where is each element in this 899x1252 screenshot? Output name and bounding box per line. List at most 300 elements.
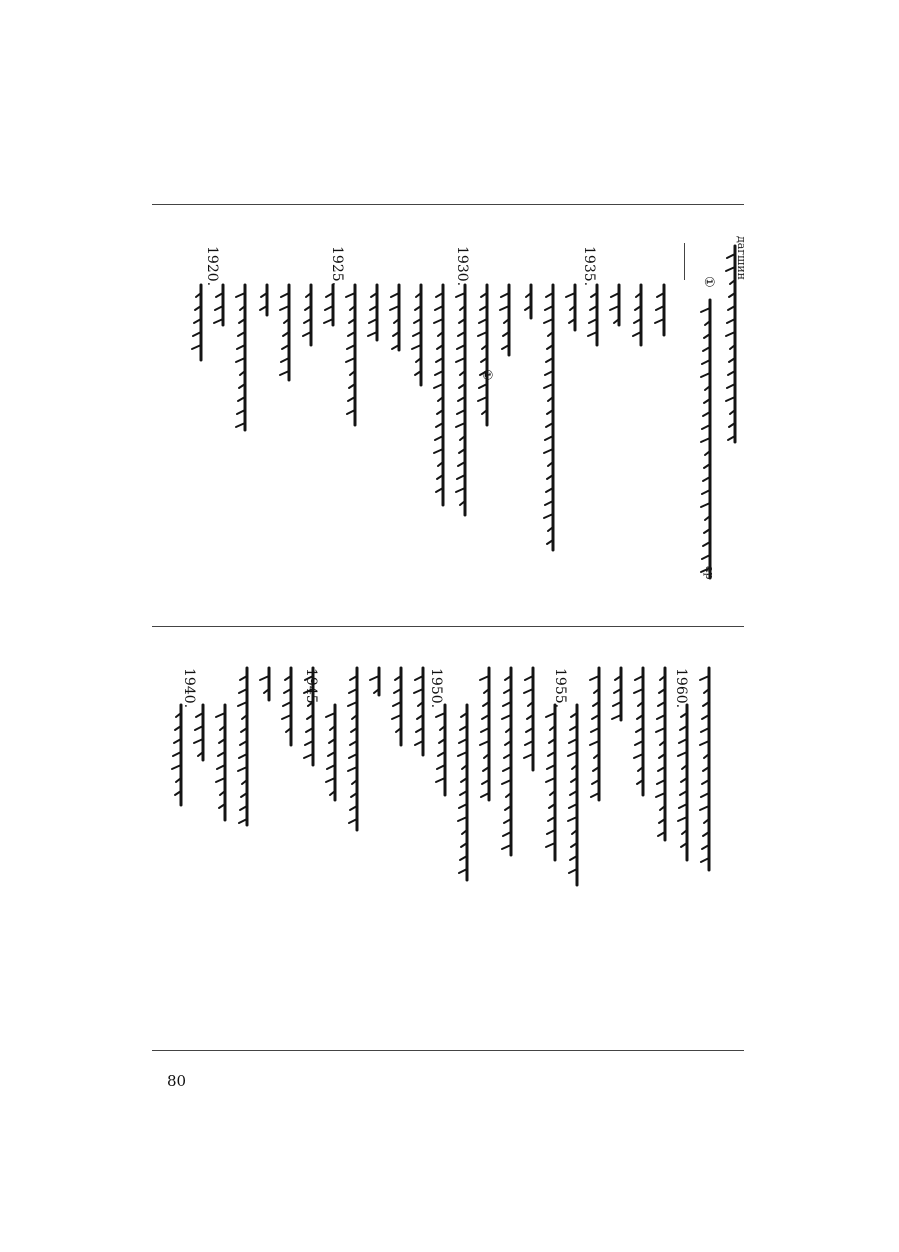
script-glyph-stroke xyxy=(326,713,335,717)
script-glyph-stroke xyxy=(238,397,245,401)
script-glyph-stroke xyxy=(350,806,357,810)
script-glyph-stroke xyxy=(588,332,597,336)
script-glyph-stroke xyxy=(727,254,735,258)
script-glyph-stroke xyxy=(456,358,465,362)
script-glyph-stroke xyxy=(350,741,357,745)
script-glyph-stroke xyxy=(480,306,487,310)
script-glyph-stroke xyxy=(349,689,357,693)
script-glyph-stroke xyxy=(679,804,687,808)
script-glyph-stroke xyxy=(547,345,553,349)
script-glyph-stroke xyxy=(193,332,201,336)
script-glyph-stroke xyxy=(727,384,735,388)
script-glyph-stroke xyxy=(678,752,687,756)
script-glyph-stroke xyxy=(550,791,555,795)
script-glyph-stroke xyxy=(440,726,445,730)
script-glyph-stroke xyxy=(461,713,467,717)
script-glyph-stroke xyxy=(390,306,399,310)
script-glyph-stroke xyxy=(459,449,465,453)
script-glyph-stroke xyxy=(504,689,511,693)
script-glyph-stroke xyxy=(459,739,467,743)
script-glyph-stroke xyxy=(704,399,710,403)
script-glyph-stroke xyxy=(656,728,665,732)
script-glyph-stroke xyxy=(702,845,709,849)
script-glyph-stroke xyxy=(415,306,421,310)
script-glyph-stroke xyxy=(678,817,687,821)
script-glyph-stroke xyxy=(701,858,709,862)
script-glyph-stroke xyxy=(570,726,577,730)
script-glyph-stroke xyxy=(368,332,377,336)
script-glyph-stroke xyxy=(194,319,201,323)
script-glyph-stroke xyxy=(282,345,289,349)
script-glyph-stroke xyxy=(286,728,291,732)
script-glyph-stroke xyxy=(571,713,577,717)
script-glyph-stroke xyxy=(659,754,665,758)
script-glyph-stroke xyxy=(546,423,553,427)
script-glyph-stroke xyxy=(504,754,511,758)
script-glyph-stroke xyxy=(415,676,423,680)
script-glyph-stroke xyxy=(307,715,313,719)
script-glyph-stroke xyxy=(704,754,709,758)
script-glyph-stroke xyxy=(635,741,643,745)
script-glyph-stroke xyxy=(416,358,421,362)
script-glyph-stroke xyxy=(569,319,575,323)
script-glyph-stroke xyxy=(217,765,225,769)
script-glyph-stroke xyxy=(215,306,223,310)
script-glyph-stroke xyxy=(505,806,511,810)
script-glyph-stroke xyxy=(484,689,489,693)
script-glyph-stroke xyxy=(615,676,621,680)
script-glyph-stroke xyxy=(614,319,619,323)
script-glyph-stroke xyxy=(704,334,710,338)
script-glyph-stroke xyxy=(570,791,577,795)
year-label: 1920. xyxy=(204,246,220,287)
script-glyph-stroke xyxy=(729,358,735,362)
script-glyph-stroke xyxy=(546,488,553,492)
script-glyph-stroke xyxy=(705,386,710,390)
script-glyph-stroke xyxy=(457,410,465,414)
year-label: 1940. xyxy=(181,668,197,709)
script-glyph-stroke xyxy=(326,778,335,782)
script-glyph-stroke xyxy=(283,332,289,336)
script-glyph-stroke xyxy=(590,676,599,680)
script-glyph-stroke xyxy=(546,358,553,362)
script-glyph-stroke xyxy=(545,371,553,375)
script-glyph-stroke xyxy=(415,371,421,375)
script-glyph-stroke xyxy=(634,689,643,693)
script-glyph-stroke xyxy=(527,715,533,719)
script-glyph-stroke xyxy=(548,527,553,531)
script-glyph-stroke xyxy=(547,765,555,769)
script-glyph-stroke xyxy=(460,791,467,795)
script-glyph-stroke xyxy=(727,319,735,323)
script-glyph-stroke xyxy=(504,319,509,323)
script-glyph-stroke xyxy=(590,741,599,745)
script-glyph-stroke xyxy=(702,360,710,364)
script-glyph-stroke xyxy=(369,319,377,323)
script-glyph-stroke xyxy=(502,780,511,784)
script-glyph-stroke xyxy=(701,308,710,312)
script-glyph-stroke xyxy=(327,765,335,769)
script-glyph-stroke xyxy=(239,819,247,823)
script-glyph-stroke xyxy=(569,804,577,808)
script-glyph-stroke xyxy=(484,754,489,758)
script-glyph-stroke xyxy=(610,306,619,310)
script-glyph-stroke xyxy=(637,715,643,719)
script-glyph-stroke xyxy=(613,702,621,706)
script-glyph-stroke xyxy=(590,306,597,310)
script-glyph-stroke xyxy=(261,293,267,297)
script-glyph-stroke xyxy=(437,345,443,349)
year-label: 1950. xyxy=(428,668,444,709)
script-glyph-stroke xyxy=(459,384,465,388)
script-glyph-stroke xyxy=(304,319,311,323)
script-glyph-stroke xyxy=(239,754,247,758)
script-glyph-stroke xyxy=(236,423,245,427)
script-glyph-stroke xyxy=(702,425,710,429)
script-glyph-stroke xyxy=(703,832,709,836)
script-glyph-stroke xyxy=(241,793,247,797)
script-glyph-stroke xyxy=(703,347,710,351)
script-glyph-stroke xyxy=(591,293,597,297)
script-glyph-stroke xyxy=(680,791,687,795)
script-glyph-stroke xyxy=(592,780,599,784)
script-glyph-stroke xyxy=(546,778,555,782)
script-glyph-stroke xyxy=(330,791,335,795)
script-glyph-stroke xyxy=(614,689,621,693)
script-glyph-stroke xyxy=(704,819,709,823)
script-glyph-stroke xyxy=(700,676,709,680)
bottom-rule xyxy=(152,1050,744,1051)
script-glyph-stroke xyxy=(594,689,599,693)
script-glyph-stroke xyxy=(348,767,357,771)
script-glyph-stroke xyxy=(591,793,599,797)
script-glyph-stroke xyxy=(172,765,181,769)
script-glyph-stroke xyxy=(657,293,664,297)
script-glyph-stroke xyxy=(238,767,247,771)
script-glyph-stroke xyxy=(569,869,577,873)
script-glyph-stroke xyxy=(728,436,735,440)
script-glyph-stroke xyxy=(460,856,467,860)
script-glyph-stroke xyxy=(218,752,225,756)
script-glyph-stroke xyxy=(304,754,313,758)
script-glyph-stroke xyxy=(502,345,509,349)
year-label: 1945. xyxy=(303,668,319,709)
script-glyph-stroke xyxy=(175,791,181,795)
script-glyph-stroke xyxy=(547,410,553,414)
inline-footnote-ref: ① xyxy=(479,369,494,381)
script-glyph-stroke xyxy=(681,843,687,847)
script-glyph-stroke xyxy=(195,726,203,730)
script-glyph-stroke xyxy=(482,345,487,349)
script-glyph-stroke xyxy=(394,689,401,693)
script-glyph-stroke xyxy=(526,728,533,732)
script-glyph-stroke xyxy=(528,702,533,706)
script-glyph-stroke xyxy=(500,306,509,310)
script-glyph-stroke xyxy=(657,715,665,719)
script-glyph-stroke xyxy=(352,780,357,784)
script-glyph-stroke xyxy=(346,358,355,362)
script-glyph-stroke xyxy=(237,410,245,414)
script-glyph-stroke xyxy=(305,306,311,310)
script-glyph-stroke xyxy=(439,739,445,743)
script-glyph-stroke xyxy=(349,319,355,323)
script-glyph-stroke xyxy=(705,321,710,325)
script-glyph-stroke xyxy=(306,728,313,732)
script-glyph-stroke xyxy=(546,713,555,717)
script-glyph-stroke xyxy=(280,371,289,375)
script-glyph-stroke xyxy=(350,371,355,375)
script-glyph-stroke xyxy=(220,726,225,730)
script-glyph-stroke xyxy=(351,728,357,732)
script-glyph-stroke xyxy=(462,765,467,769)
script-glyph-stroke xyxy=(730,280,735,284)
script-glyph-stroke xyxy=(505,676,511,680)
script-glyph-stroke xyxy=(457,475,465,479)
script-glyph-stroke xyxy=(329,739,335,743)
script-glyph-stroke xyxy=(393,332,399,336)
script-glyph-stroke xyxy=(703,702,709,706)
script-glyph-stroke xyxy=(283,702,291,706)
script-glyph-stroke xyxy=(524,689,533,693)
script-glyph-stroke xyxy=(544,319,553,323)
script-glyph-stroke xyxy=(506,728,511,732)
script-glyph-stroke xyxy=(506,793,511,797)
footnote-marker: ① xyxy=(701,276,716,288)
script-glyph-stroke xyxy=(570,306,575,310)
script-glyph-stroke xyxy=(436,713,445,717)
script-glyph-stroke xyxy=(633,332,641,336)
script-glyph-stroke xyxy=(436,488,443,492)
script-glyph-stroke xyxy=(460,306,465,310)
script-glyph-stroke xyxy=(238,702,247,706)
page-number: 80 xyxy=(167,1072,187,1090)
script-glyph-stroke xyxy=(175,726,181,730)
script-glyph-stroke xyxy=(545,306,553,310)
script-glyph-stroke xyxy=(547,540,553,544)
year-label: 1935. xyxy=(581,246,597,287)
script-glyph-stroke xyxy=(483,702,489,706)
script-strokes xyxy=(172,246,735,885)
script-glyph-stroke xyxy=(593,767,599,771)
script-glyph-stroke xyxy=(240,741,247,745)
script-glyph-stroke xyxy=(592,715,599,719)
footnote-latin-top: дагшин xyxy=(735,236,748,280)
script-glyph-stroke xyxy=(703,767,709,771)
script-glyph-stroke xyxy=(726,397,735,401)
script-glyph-stroke xyxy=(216,293,223,297)
script-glyph-stroke xyxy=(348,332,355,336)
script-glyph-stroke xyxy=(459,319,465,323)
script-glyph-stroke xyxy=(461,843,467,847)
script-glyph-stroke xyxy=(458,817,467,821)
script-glyph-stroke xyxy=(503,332,509,336)
script-glyph-stroke xyxy=(413,332,421,336)
script-glyph-stroke xyxy=(548,752,555,756)
script-glyph-stroke xyxy=(195,306,201,310)
script-glyph-stroke xyxy=(240,806,247,810)
script-glyph-stroke xyxy=(324,319,333,323)
script-glyph-stroke xyxy=(459,804,467,808)
script-glyph-stroke xyxy=(460,501,465,505)
script-glyph-stroke xyxy=(438,332,443,336)
script-glyph-stroke xyxy=(352,715,357,719)
script-glyph-stroke xyxy=(503,702,511,706)
script-glyph-stroke xyxy=(350,306,355,310)
script-glyph-stroke xyxy=(456,293,465,297)
script-glyph-stroke xyxy=(416,728,423,732)
script-glyph-stroke xyxy=(729,423,735,427)
script-glyph-stroke xyxy=(525,306,531,310)
script-glyph-stroke xyxy=(192,345,201,349)
script-glyph-stroke xyxy=(371,293,377,297)
script-glyph-stroke xyxy=(306,293,311,297)
script-glyph-stroke xyxy=(458,332,465,336)
script-glyph-stroke xyxy=(391,293,399,297)
script-glyph-stroke xyxy=(284,319,289,323)
script-glyph-stroke xyxy=(285,676,291,680)
script-glyph-stroke xyxy=(412,345,421,349)
script-glyph-stroke xyxy=(681,778,687,782)
year-label: 1925. xyxy=(329,246,345,287)
script-glyph-stroke xyxy=(589,319,597,323)
script-glyph-stroke xyxy=(546,293,553,297)
script-glyph-stroke xyxy=(240,306,245,310)
script-glyph-stroke xyxy=(704,689,709,693)
script-glyph-stroke xyxy=(549,739,555,743)
script-glyph-stroke xyxy=(611,293,619,297)
script-glyph-stroke xyxy=(547,475,553,479)
script-glyph-stroke xyxy=(264,689,269,693)
script-glyph-stroke xyxy=(216,778,225,782)
script-glyph-stroke xyxy=(545,501,553,505)
script-glyph-stroke xyxy=(239,319,245,323)
script-glyph-stroke xyxy=(658,832,665,836)
script-glyph-stroke xyxy=(634,754,643,758)
script-glyph-stroke xyxy=(705,451,710,455)
script-glyph-stroke xyxy=(325,306,333,310)
script-glyph-stroke xyxy=(347,345,355,349)
script-glyph-stroke xyxy=(548,397,553,401)
script-glyph-stroke xyxy=(637,780,643,784)
script-glyph-stroke xyxy=(438,462,443,466)
script-glyph-stroke xyxy=(701,373,710,377)
script-glyph-stroke xyxy=(525,741,533,745)
script-glyph-stroke xyxy=(726,332,735,336)
script-glyph-stroke xyxy=(330,726,335,730)
script-glyph-stroke xyxy=(544,514,553,518)
script-glyph-stroke xyxy=(550,726,555,730)
script-glyph-stroke xyxy=(238,332,245,336)
script-glyph-stroke xyxy=(414,319,421,323)
script-glyph-stroke xyxy=(702,555,710,559)
script-glyph-stroke xyxy=(415,741,423,745)
script-glyph-stroke xyxy=(680,726,687,730)
script-glyph-stroke xyxy=(176,778,181,782)
script-glyph-stroke xyxy=(704,529,710,533)
script-glyph-stroke xyxy=(216,713,225,717)
script-glyph-stroke xyxy=(730,410,735,414)
script-glyph-stroke xyxy=(703,477,710,481)
script-glyph-stroke xyxy=(568,817,577,821)
script-glyph-stroke xyxy=(483,767,489,771)
script-glyph-stroke xyxy=(435,306,443,310)
script-glyph-stroke xyxy=(214,319,223,323)
script-glyph-stroke xyxy=(656,793,665,797)
middle-rule xyxy=(152,626,744,627)
script-glyph-stroke xyxy=(655,319,664,323)
script-glyph-stroke xyxy=(705,516,710,520)
script-glyph-stroke xyxy=(701,728,709,732)
script-glyph-stroke xyxy=(396,728,401,732)
script-glyph-stroke xyxy=(479,384,487,388)
script-glyph-stroke xyxy=(459,869,467,873)
script-glyph-stroke xyxy=(635,306,641,310)
script-glyph-stroke xyxy=(370,306,377,310)
script-glyph-stroke xyxy=(478,397,487,401)
script-glyph-stroke xyxy=(241,728,247,732)
script-glyph-stroke xyxy=(351,793,357,797)
script-glyph-stroke xyxy=(638,767,643,771)
script-glyph-stroke xyxy=(682,830,687,834)
script-glyph-stroke xyxy=(260,306,267,310)
script-glyph-stroke xyxy=(348,702,357,706)
script-glyph-stroke xyxy=(242,780,247,784)
script-glyph-stroke xyxy=(572,765,577,769)
script-glyph-stroke xyxy=(418,702,423,706)
script-glyph-stroke xyxy=(350,676,357,680)
script-glyph-stroke xyxy=(392,715,401,719)
script-glyph-stroke xyxy=(220,791,225,795)
script-glyph-stroke xyxy=(437,765,445,769)
script-glyph-stroke xyxy=(370,676,379,680)
script-glyph-stroke xyxy=(571,843,577,847)
script-glyph-stroke xyxy=(547,830,555,834)
script-glyph-stroke xyxy=(414,689,423,693)
script-glyph-stroke xyxy=(501,293,509,297)
script-glyph-stroke xyxy=(460,371,465,375)
script-glyph-stroke xyxy=(173,752,181,756)
script-glyph-stroke xyxy=(660,741,665,745)
script-glyph-stroke xyxy=(174,739,181,743)
script-glyph-stroke xyxy=(395,676,401,680)
script-glyph-stroke xyxy=(437,410,443,414)
script-glyph-stroke xyxy=(545,436,553,440)
script-glyph-stroke xyxy=(682,765,687,769)
script-glyph-stroke xyxy=(548,332,553,336)
script-glyph-stroke xyxy=(482,715,489,719)
top-rule xyxy=(152,204,744,205)
script-glyph-stroke xyxy=(594,754,599,758)
script-glyph-stroke xyxy=(460,726,467,730)
script-glyph-stroke xyxy=(328,752,335,756)
script-glyph-stroke xyxy=(656,306,664,310)
script-glyph-stroke xyxy=(482,780,489,784)
script-glyph-stroke xyxy=(701,503,710,507)
script-glyph-stroke xyxy=(236,293,245,297)
script-glyph-stroke xyxy=(591,728,599,732)
year-label: 1955. xyxy=(552,668,568,709)
script-glyph-stroke xyxy=(548,817,555,821)
script-glyph-stroke xyxy=(636,728,643,732)
script-glyph-stroke xyxy=(478,332,487,336)
script-glyph-stroke xyxy=(436,293,443,297)
script-glyph-stroke xyxy=(436,778,445,782)
script-glyph-stroke xyxy=(679,739,687,743)
script-glyph-stroke xyxy=(702,780,709,784)
script-glyph-stroke xyxy=(636,293,641,297)
script-glyph-stroke xyxy=(392,345,399,349)
script-glyph-stroke xyxy=(505,741,511,745)
